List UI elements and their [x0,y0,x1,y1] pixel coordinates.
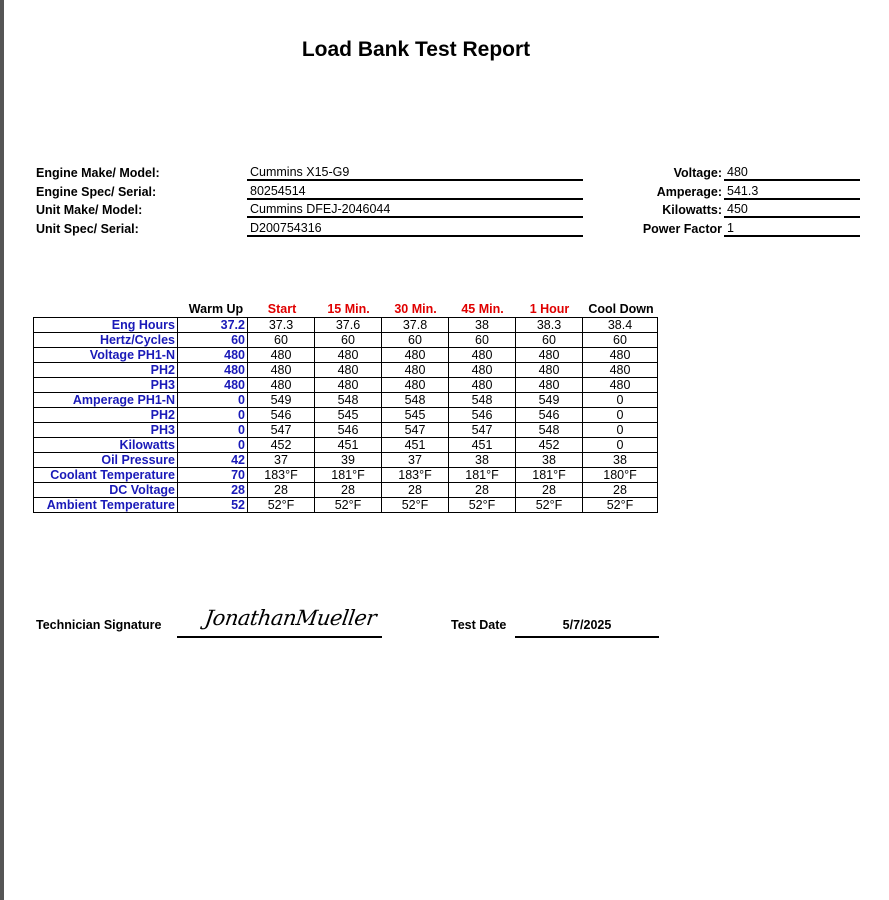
table-cell: 480 [315,378,382,393]
table-cell: 28 [516,483,583,498]
table-cell: 547 [449,423,516,438]
table-cell: 480 [315,348,382,363]
engine-make-value: Cummins X15-G9 [247,164,583,181]
table-cell: 480 [583,348,658,363]
kilowatts-label: Kilowatts: [662,203,722,217]
table-cell: 52°F [449,498,516,513]
signature-line [177,636,382,638]
table-cell: 37 [248,453,315,468]
amperage-label: Amperage: [656,185,722,199]
table-row [34,438,658,453]
unit-make-label: Unit Make/ Model: [36,203,143,217]
table-row [34,363,658,378]
col-header-1-hour: 1 Hour [529,302,570,316]
table-cell: 28 [583,483,658,498]
table-cell: 549 [248,393,315,408]
table-cell: 549 [516,393,583,408]
amperage-value: 541.3 [724,183,860,200]
table-cell: 480 [449,378,516,393]
test-date-line [515,636,659,638]
table-cell: 181°F [449,468,516,483]
table-cell: 451 [449,438,516,453]
table-cell: 451 [382,438,449,453]
table-cell: 546 [516,408,583,423]
table-row [34,378,658,393]
voltage-value: 480 [724,164,860,181]
table-cell: 60 [516,333,583,348]
table-row [34,498,658,513]
table-cell: 70 [178,468,248,483]
technician-signature-label: Technician Signature [36,618,162,632]
table-cell: 52°F [516,498,583,513]
table-cell: 28 [315,483,382,498]
table-cell: 39 [315,453,382,468]
row-label: DC Voltage [34,483,178,498]
table-cell: 38.4 [583,318,658,333]
table-row [34,348,658,363]
table-cell: 547 [248,423,315,438]
page-edge [0,0,4,900]
table-cell: 480 [583,378,658,393]
row-label: Kilowatts [34,438,178,453]
table-cell: 37.3 [248,318,315,333]
table-cell: 480 [178,348,248,363]
table-cell: 38 [583,453,658,468]
table-row [34,393,658,408]
table-cell: 480 [516,378,583,393]
table-cell: 60 [315,333,382,348]
table-cell: 38 [449,453,516,468]
table-cell: 52 [178,498,248,513]
row-label: Oil Pressure [34,453,178,468]
col-header-cool-down: Cool Down [588,302,654,316]
table-cell: 52°F [583,498,658,513]
row-label: Ambient Temperature [34,498,178,513]
table-cell: 480 [248,378,315,393]
table-cell: 52°F [382,498,449,513]
col-header-warm-up: Warm Up [188,302,244,316]
table-row [34,483,658,498]
table-cell: 38 [449,318,516,333]
table-cell: 0 [583,408,658,423]
table-cell: 28 [449,483,516,498]
table-cell: 183°F [382,468,449,483]
engine-spec-value: 80254514 [247,183,583,200]
table-cell: 480 [516,348,583,363]
table-row [34,468,658,483]
col-header-30-min: 30 Min. [394,302,437,316]
row-label: PH2 [34,363,178,378]
table-cell: 452 [248,438,315,453]
table-cell: 548 [516,423,583,438]
table-cell: 0 [583,423,658,438]
table-cell: 0 [178,408,248,423]
table-cell: 60 [583,333,658,348]
row-label: Voltage PH1-N [34,348,178,363]
table-cell: 37 [382,453,449,468]
table-cell: 42 [178,453,248,468]
test-date-value: 5/7/2025 [562,618,612,632]
table-cell: 480 [449,348,516,363]
table-cell: 52°F [248,498,315,513]
table-cell: 37.6 [315,318,382,333]
table-cell: 546 [449,408,516,423]
col-header-15-min: 15 Min. [327,302,370,316]
power-factor-value: 1 [724,220,860,237]
table-cell: 60 [248,333,315,348]
row-label: PH2 [34,408,178,423]
row-label: Eng Hours [34,318,178,333]
table-cell: 548 [315,393,382,408]
table-cell: 480 [248,348,315,363]
col-header-45-min: 45 Min. [461,302,504,316]
table-cell: 180°F [583,468,658,483]
table-cell: 52°F [315,498,382,513]
table-cell: 0 [583,438,658,453]
table-cell: 480 [382,348,449,363]
table-cell: 480 [516,363,583,378]
table-cell: 547 [382,423,449,438]
table-row [34,408,658,423]
table-cell: 38.3 [516,318,583,333]
page-title: Load Bank Test Report [301,38,531,61]
table-cell: 183°F [248,468,315,483]
table-cell: 38 [516,453,583,468]
table-cell: 28 [178,483,248,498]
test-date-label: Test Date [451,618,507,632]
table-cell: 0 [178,438,248,453]
table-row [34,318,658,333]
unit-spec-value: D200754316 [247,220,583,237]
readings-table-body [34,318,658,513]
table-cell: 28 [248,483,315,498]
engine-make-label: Engine Make/ Model: [36,166,160,180]
table-cell: 480 [382,363,449,378]
col-header-start: Start [267,302,297,316]
voltage-label: Voltage: [673,166,722,180]
power-factor-label: Power Factor [642,222,722,236]
table-cell: 548 [382,393,449,408]
row-label: Amperage PH1-N [34,393,178,408]
table-cell: 480 [315,363,382,378]
table-cell: 60 [449,333,516,348]
table-cell: 546 [248,408,315,423]
kilowatts-value: 450 [724,201,860,218]
table-cell: 548 [449,393,516,408]
table-cell: 545 [382,408,449,423]
table-cell: 480 [583,363,658,378]
table-cell: 451 [315,438,382,453]
table-cell: 480 [449,363,516,378]
table-cell: 452 [516,438,583,453]
table-cell: 181°F [516,468,583,483]
table-cell: 60 [178,333,248,348]
technician-signature: JonathanMueller [203,606,378,630]
table-cell: 37.2 [178,318,248,333]
row-label: Hertz/Cycles [34,333,178,348]
unit-make-value: Cummins DFEJ-2046044 [247,201,583,218]
row-label: PH3 [34,423,178,438]
row-label: Coolant Temperature [34,468,178,483]
table-cell: 480 [178,378,248,393]
unit-spec-label: Unit Spec/ Serial: [36,222,139,236]
engine-spec-label: Engine Spec/ Serial: [36,185,157,199]
table-row [34,333,658,348]
table-cell: 546 [315,423,382,438]
table-cell: 480 [382,378,449,393]
table-cell: 480 [248,363,315,378]
table-row [34,453,658,468]
table-cell: 0 [583,393,658,408]
readings-table [33,317,658,513]
table-cell: 60 [382,333,449,348]
table-cell: 28 [382,483,449,498]
table-cell: 545 [315,408,382,423]
table-cell: 480 [178,363,248,378]
table-cell: 37.8 [382,318,449,333]
table-cell: 181°F [315,468,382,483]
row-label: PH3 [34,378,178,393]
table-cell: 0 [178,423,248,438]
table-cell: 0 [178,393,248,408]
table-row [34,423,658,438]
